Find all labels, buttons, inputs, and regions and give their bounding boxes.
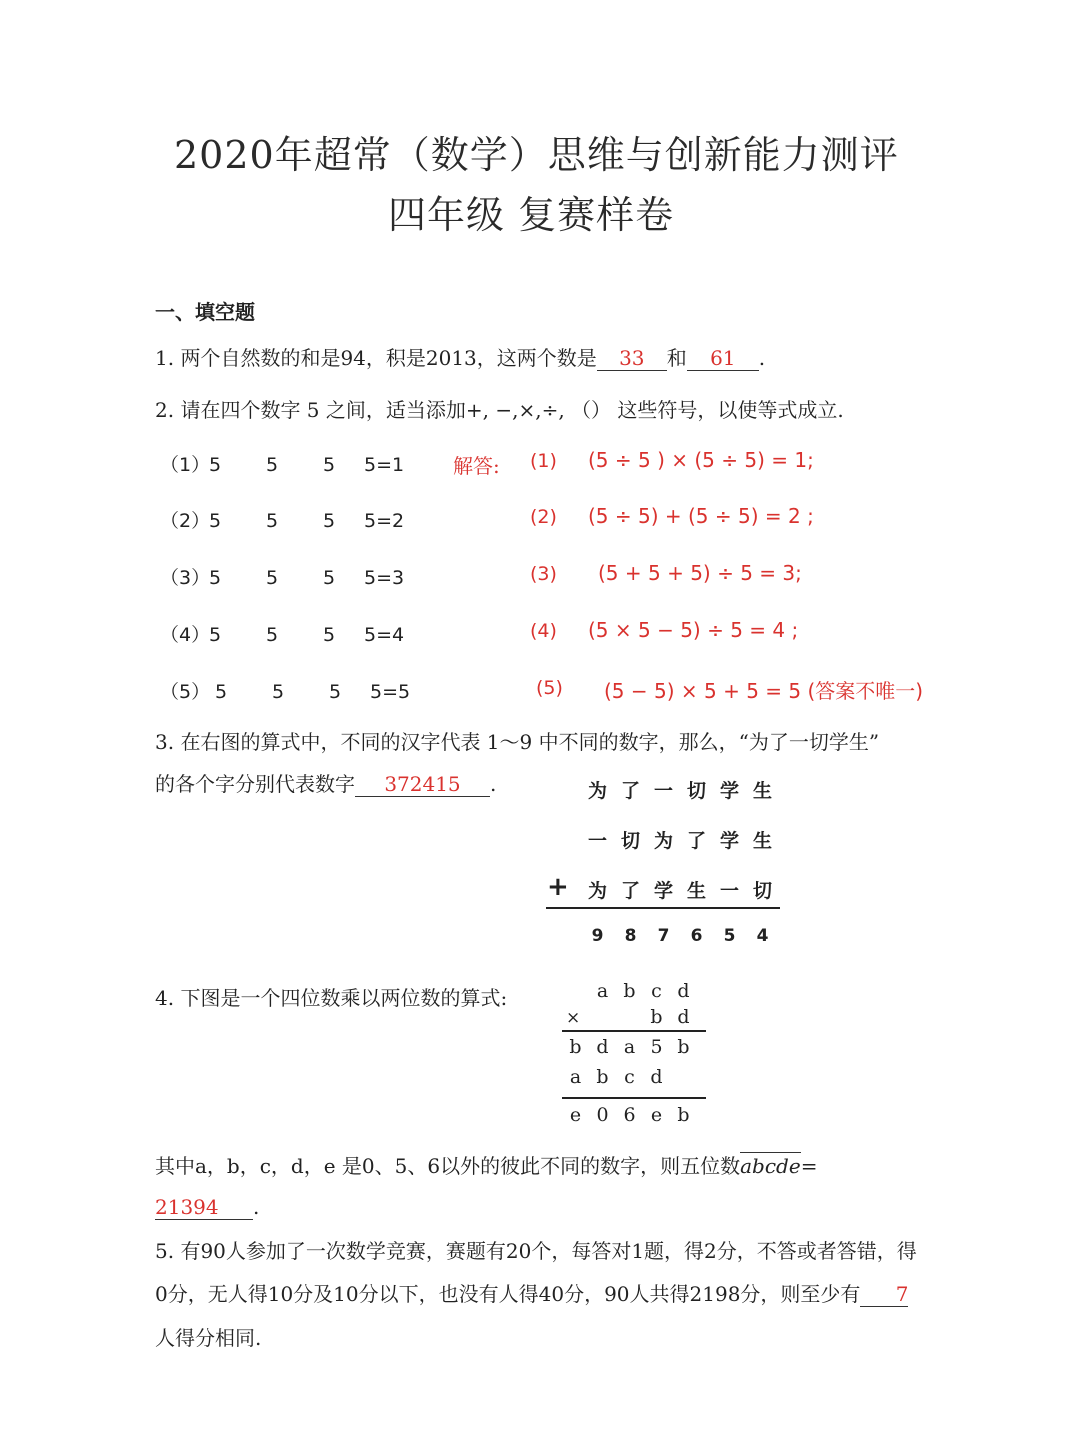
q2-solution-index: (3) bbox=[530, 563, 557, 585]
question-5-line-1: 5. 有90人参加了一次数学竞赛，赛题有20个，每答对1题，得2分，不答或者答错，得 bbox=[155, 1239, 917, 1263]
q2-solution-index: (5) bbox=[536, 677, 563, 699]
puzzle-char: 一 bbox=[719, 880, 739, 902]
question-1-answer-1: 33 bbox=[597, 347, 667, 371]
puzzle-char: 生 bbox=[752, 780, 772, 802]
mult-char: d bbox=[650, 1066, 663, 1088]
mult-row-5 bbox=[562, 1104, 697, 1126]
q2-solution-index: (1) bbox=[530, 450, 557, 472]
page-subtitle: 四年级 复赛样卷 bbox=[388, 193, 675, 237]
q2-solution: (5 ÷ 5 ) × (5 ÷ 5) = 1; bbox=[588, 448, 814, 472]
q2-digit: 5 bbox=[271, 681, 285, 703]
question-4-answer-line bbox=[155, 1195, 259, 1220]
mult-char: b bbox=[623, 980, 636, 1002]
section-heading: 一、填空题 bbox=[155, 300, 255, 324]
question-3-text: 的各个字分别代表数字 bbox=[155, 772, 355, 796]
puzzle-char: 生 bbox=[686, 880, 706, 902]
question-2-text: 2. 请在四个数字 5 之间，适当添加+, −,×,÷, （） 这些符号，以使等式成立. bbox=[155, 398, 844, 422]
q2-row bbox=[160, 677, 410, 704]
mult-char: e bbox=[569, 1104, 582, 1126]
question-5-line-2 bbox=[155, 1278, 908, 1307]
question-1-end: . bbox=[758, 346, 766, 370]
puzzle-row-1 bbox=[581, 776, 779, 803]
puzzle-char: 为 bbox=[587, 880, 607, 902]
puzzle-digit: 8 bbox=[624, 926, 637, 946]
q2-digit: 5 bbox=[208, 567, 222, 589]
puzzle-char: 切 bbox=[620, 830, 640, 852]
question-4-text: 4. 下图是一个四位数乘以两位数的算式: bbox=[155, 986, 508, 1010]
mult-char: b bbox=[596, 1066, 609, 1088]
mult-char: a bbox=[569, 1066, 582, 1088]
q2-digit: 5 bbox=[322, 567, 336, 589]
mult-char: d bbox=[596, 1036, 609, 1058]
mult-row-1 bbox=[589, 980, 697, 1002]
puzzle-result bbox=[581, 926, 779, 946]
q2-solution: (5 + 5 + 5) ÷ 5 = 3; bbox=[598, 561, 802, 585]
mult-char: 5 bbox=[650, 1036, 663, 1058]
puzzle-char: 一 bbox=[587, 830, 607, 852]
mult-char: b bbox=[650, 1006, 663, 1028]
overline-number: abcde bbox=[740, 1154, 801, 1178]
question-3-line-2 bbox=[155, 768, 496, 797]
q2-equation-end: 5=2 bbox=[364, 510, 405, 532]
mult-char: 0 bbox=[596, 1104, 609, 1126]
q2-digit: 5 bbox=[208, 510, 222, 532]
puzzle-char: 了 bbox=[620, 880, 640, 902]
q2-row-label: （1） bbox=[160, 454, 211, 476]
mult-char: e bbox=[650, 1104, 663, 1126]
q2-digit: 5 bbox=[265, 624, 279, 646]
mult-char: d bbox=[677, 1006, 690, 1028]
question-5-text: 0分，无人得10分及10分以下，也没有人得40分，90人共得2198分，则至少有 bbox=[155, 1282, 861, 1306]
puzzle-digit: 7 bbox=[657, 926, 670, 946]
puzzle-char: 了 bbox=[620, 780, 640, 802]
q2-digit: 5 bbox=[265, 510, 279, 532]
question-3-line-1: 3. 在右图的算式中，不同的汉字代表 1～9 中不同的数字，那么，“为了一切学生” bbox=[155, 730, 880, 754]
question-4-condition bbox=[155, 1150, 817, 1179]
q2-digit: 5 bbox=[322, 624, 336, 646]
puzzle-char: 为 bbox=[587, 780, 607, 802]
q2-digit: 5 bbox=[265, 567, 279, 589]
page-title: 2020年超常（数学）思维与创新能力测评 bbox=[174, 133, 899, 177]
q2-solution: (5 − 5) × 5 + 5 = 5 (答案不唯一) bbox=[604, 679, 924, 703]
puzzle-char: 为 bbox=[653, 830, 673, 852]
q2-row bbox=[160, 563, 404, 590]
question-5-answer: 7 bbox=[860, 1283, 908, 1307]
puzzle-row-3 bbox=[581, 876, 779, 903]
question-5-line-3: 人得分相同. bbox=[155, 1326, 262, 1350]
mult-char: b bbox=[677, 1036, 690, 1058]
mult-char: d bbox=[677, 980, 690, 1002]
puzzle-digit: 9 bbox=[591, 926, 604, 946]
q2-equation-end: 5=1 bbox=[364, 454, 405, 476]
q2-row bbox=[160, 620, 404, 647]
answer-label: 解答: bbox=[453, 454, 500, 478]
q2-digit: 5 bbox=[208, 454, 222, 476]
q2-row-label: （2） bbox=[160, 510, 211, 532]
puzzle-char: 切 bbox=[752, 880, 772, 902]
puzzle-char: 了 bbox=[686, 830, 706, 852]
question-4-end: . bbox=[253, 1195, 260, 1219]
puzzle-char: 学 bbox=[719, 830, 739, 852]
mult-char: a bbox=[596, 980, 609, 1002]
mult-char: a bbox=[623, 1036, 636, 1058]
q2-digit: 5 bbox=[214, 681, 228, 703]
mult-char: c bbox=[624, 1066, 635, 1088]
mult-times-sign: × bbox=[566, 1008, 581, 1028]
mult-char: b bbox=[677, 1104, 690, 1126]
q2-digit: 5 bbox=[208, 624, 222, 646]
mult-row-3 bbox=[562, 1036, 697, 1058]
question-4-condition-text: 其中a，b，c，d，e 是0、5、6以外的彼此不同的数字，则五位数 bbox=[155, 1154, 741, 1178]
puzzle-digit: 6 bbox=[690, 926, 703, 946]
q2-row-label: （4） bbox=[160, 624, 211, 646]
q2-digit: 5 bbox=[328, 681, 342, 703]
q2-solution: (5 × 5 − 5) ÷ 5 = 4 ; bbox=[588, 618, 799, 642]
question-1-answer-2: 61 bbox=[687, 347, 759, 371]
puzzle-char: 学 bbox=[653, 880, 673, 902]
puzzle-char: 一 bbox=[653, 780, 673, 802]
q2-solution-index: (4) bbox=[530, 620, 557, 642]
q2-solution: (5 ÷ 5) + (5 ÷ 5) = 2 ; bbox=[588, 504, 814, 528]
puzzle-digit: 4 bbox=[756, 926, 769, 946]
puzzle-row-2 bbox=[581, 826, 779, 853]
question-1-mid: 和 bbox=[666, 346, 687, 370]
mult-char: 6 bbox=[623, 1104, 636, 1126]
question-4-equals: = bbox=[800, 1154, 818, 1178]
puzzle-plus-sign: + bbox=[547, 872, 569, 902]
mult-line-1 bbox=[562, 1030, 706, 1032]
puzzle-digit: 5 bbox=[723, 926, 736, 946]
mult-row-4 bbox=[562, 1066, 670, 1088]
mult-char: b bbox=[569, 1036, 582, 1058]
mult-line-2 bbox=[562, 1097, 706, 1099]
q2-solution-index: (2) bbox=[530, 506, 557, 528]
mult-char: c bbox=[651, 980, 662, 1002]
puzzle-sum-line bbox=[546, 907, 780, 909]
question-3-answer: 372415 bbox=[355, 773, 490, 797]
question-1-text: 1. 两个自然数的和是94，积是2013，这两个数是 bbox=[155, 346, 597, 370]
question-1 bbox=[155, 342, 765, 371]
q2-digit: 5 bbox=[265, 454, 279, 476]
q2-digit: 5 bbox=[322, 454, 336, 476]
question-4-answer: 21394 bbox=[155, 1196, 253, 1220]
q2-equation-end: 5=4 bbox=[364, 624, 405, 646]
q2-row-label: （3） bbox=[160, 567, 211, 589]
q2-row bbox=[160, 506, 404, 533]
puzzle-char: 生 bbox=[752, 830, 772, 852]
q2-equation-end: 5=3 bbox=[364, 567, 405, 589]
mult-row-2 bbox=[643, 1006, 697, 1028]
q2-equation-end: 5=5 bbox=[370, 681, 411, 703]
puzzle-char: 切 bbox=[686, 780, 706, 802]
puzzle-char: 学 bbox=[719, 780, 739, 802]
q2-row-label: （5） bbox=[160, 681, 211, 703]
question-3-end: . bbox=[490, 772, 497, 796]
q2-digit: 5 bbox=[322, 510, 336, 532]
q2-row bbox=[160, 450, 404, 477]
